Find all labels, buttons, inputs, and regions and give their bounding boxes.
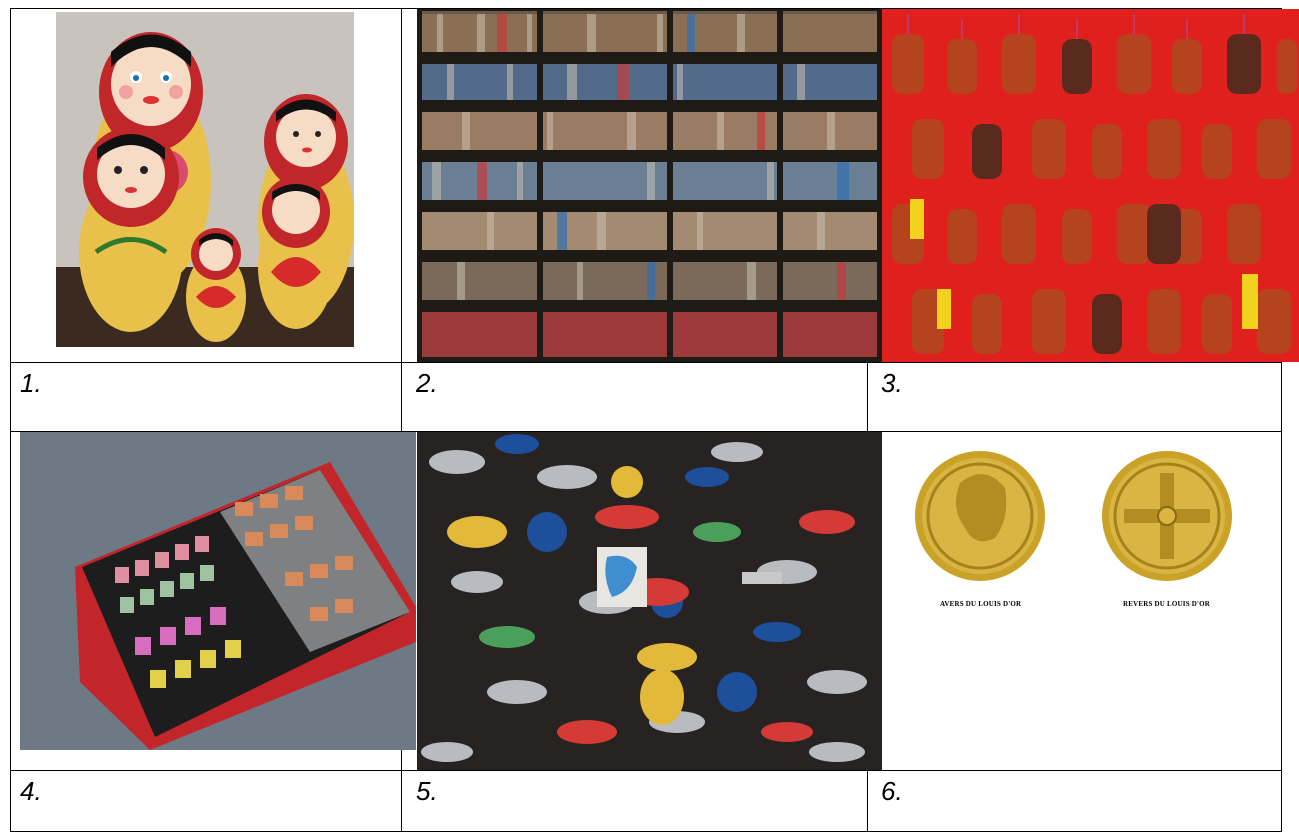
grid-col2-divider-bottom [867, 770, 868, 832]
label-row2-divider [10, 770, 1282, 771]
label-row1-divider [10, 362, 1282, 363]
grid-col2-divider [867, 362, 868, 432]
stamp-album-photo [20, 432, 416, 750]
cell-label-2: 2. [416, 368, 438, 398]
cell-label-1: 1. [20, 368, 42, 398]
cell-label-3: 3. [881, 368, 903, 398]
matryoshka-dolls-photo [56, 12, 354, 347]
hanging-sausages-photo [882, 9, 1299, 362]
bookshelves-photo [417, 9, 882, 362]
car-pin-badges-photo [417, 432, 882, 770]
cell-label-4: 4. [20, 776, 42, 806]
grid-left-border [10, 8, 11, 832]
reverse-caption: REVERS DU LOUIS D'OR [1123, 600, 1211, 608]
cell-label-6: 6. [881, 776, 903, 806]
cell-label-5: 5. [416, 776, 438, 806]
obverse-caption: AVERS DU LOUIS D'OR [940, 600, 1022, 608]
louis-dor-coins-photo [905, 438, 1245, 613]
